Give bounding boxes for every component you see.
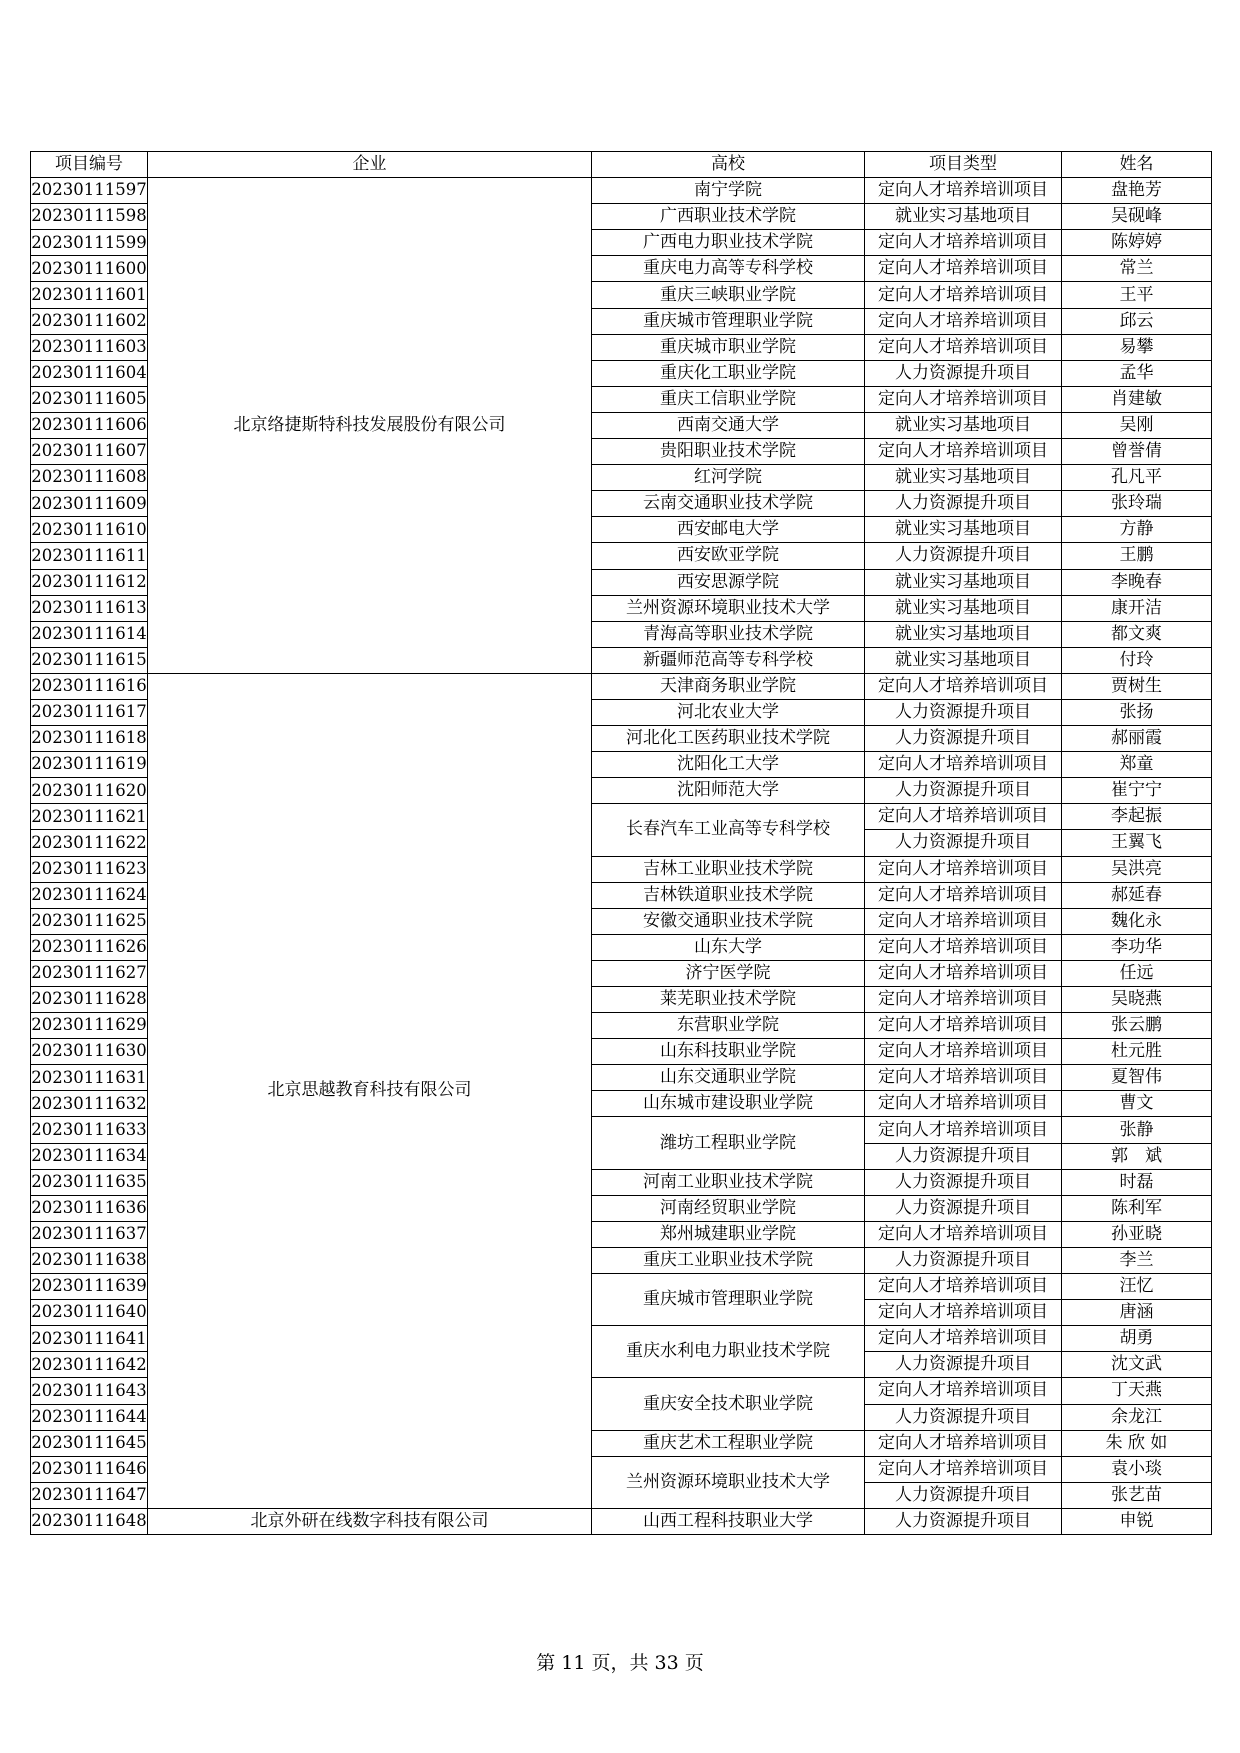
project-type-cell: 定向人才培养培训项目 bbox=[865, 752, 1062, 778]
project-type-cell: 人力资源提升项目 bbox=[865, 1482, 1062, 1508]
project-type-cell: 定向人才培养培训项目 bbox=[865, 1274, 1062, 1300]
project-type-cell: 定向人才培养培训项目 bbox=[865, 1300, 1062, 1326]
project-type-cell: 定向人才培养培训项目 bbox=[865, 1326, 1062, 1352]
school-cell: 贵阳职业技术学院 bbox=[592, 439, 865, 465]
person-name-cell: 吴洪亮 bbox=[1062, 856, 1212, 882]
project-id-cell: 20230111638 bbox=[31, 1247, 148, 1273]
project-type-cell: 就业实习基地项目 bbox=[865, 595, 1062, 621]
company-cell: 北京外研在线数字科技有限公司 bbox=[148, 1508, 592, 1534]
project-id-cell: 20230111602 bbox=[31, 308, 148, 334]
school-cell: 西安邮电大学 bbox=[592, 517, 865, 543]
project-type-cell: 就业实习基地项目 bbox=[865, 465, 1062, 491]
school-cell: 云南交通职业技术学院 bbox=[592, 491, 865, 517]
project-type-cell: 人力资源提升项目 bbox=[865, 1352, 1062, 1378]
project-type-cell: 人力资源提升项目 bbox=[865, 830, 1062, 856]
project-id-cell: 20230111633 bbox=[31, 1117, 148, 1143]
project-id-cell: 20230111623 bbox=[31, 856, 148, 882]
person-name-cell: 贾树生 bbox=[1062, 673, 1212, 699]
person-name-cell: 郭 斌 bbox=[1062, 1143, 1212, 1169]
person-name-cell: 李起振 bbox=[1062, 804, 1212, 830]
table-body bbox=[31, 178, 1212, 1535]
table-row bbox=[31, 673, 1212, 699]
school-cell: 重庆安全技术职业学院 bbox=[592, 1378, 865, 1430]
person-name-cell: 余龙江 bbox=[1062, 1404, 1212, 1430]
school-cell: 山东大学 bbox=[592, 934, 865, 960]
project-type-cell: 定向人才培养培训项目 bbox=[865, 386, 1062, 412]
project-type-cell: 定向人才培养培训项目 bbox=[865, 178, 1062, 204]
project-type-cell: 定向人才培养培训项目 bbox=[865, 1430, 1062, 1456]
project-id-cell: 20230111620 bbox=[31, 778, 148, 804]
school-cell: 兰州资源环境职业技术大学 bbox=[592, 595, 865, 621]
school-cell: 重庆电力高等专科学校 bbox=[592, 256, 865, 282]
project-id-cell: 20230111626 bbox=[31, 934, 148, 960]
person-name-cell: 夏智伟 bbox=[1062, 1065, 1212, 1091]
project-type-cell: 人力资源提升项目 bbox=[865, 491, 1062, 517]
project-id-cell: 20230111629 bbox=[31, 1013, 148, 1039]
person-name-cell: 唐涵 bbox=[1062, 1300, 1212, 1326]
project-type-cell: 定向人才培养培训项目 bbox=[865, 960, 1062, 986]
school-cell: 潍坊工程职业学院 bbox=[592, 1117, 865, 1169]
school-cell: 广西职业技术学院 bbox=[592, 204, 865, 230]
project-id-cell: 20230111603 bbox=[31, 334, 148, 360]
person-name-cell: 易攀 bbox=[1062, 334, 1212, 360]
school-cell: 沈阳师范大学 bbox=[592, 778, 865, 804]
person-name-cell: 汪忆 bbox=[1062, 1274, 1212, 1300]
person-name-cell: 李晚春 bbox=[1062, 569, 1212, 595]
project-id-cell: 20230111637 bbox=[31, 1221, 148, 1247]
project-id-cell: 20230111610 bbox=[31, 517, 148, 543]
project-id-cell: 20230111635 bbox=[31, 1169, 148, 1195]
project-id-cell: 20230111643 bbox=[31, 1378, 148, 1404]
person-name-cell: 张静 bbox=[1062, 1117, 1212, 1143]
project-type-cell: 就业实习基地项目 bbox=[865, 647, 1062, 673]
school-cell: 东营职业学院 bbox=[592, 1013, 865, 1039]
project-type-cell: 人力资源提升项目 bbox=[865, 1508, 1062, 1534]
school-cell: 西安思源学院 bbox=[592, 569, 865, 595]
project-id-cell: 20230111621 bbox=[31, 804, 148, 830]
person-name-cell: 张艺苗 bbox=[1062, 1482, 1212, 1508]
school-cell: 广西电力职业技术学院 bbox=[592, 230, 865, 256]
school-cell: 沈阳化工大学 bbox=[592, 752, 865, 778]
project-id-cell: 20230111616 bbox=[31, 673, 148, 699]
project-type-cell: 定向人才培养培训项目 bbox=[865, 1091, 1062, 1117]
page-number-footer: 第 11 页，共 33 页 bbox=[536, 1652, 704, 1674]
project-type-cell: 定向人才培养培训项目 bbox=[865, 856, 1062, 882]
project-id-cell: 20230111630 bbox=[31, 1039, 148, 1065]
project-type-cell: 人力资源提升项目 bbox=[865, 1143, 1062, 1169]
school-cell: 重庆城市管理职业学院 bbox=[592, 308, 865, 334]
project-type-cell: 定向人才培养培训项目 bbox=[865, 882, 1062, 908]
project-type-cell: 人力资源提升项目 bbox=[865, 1195, 1062, 1221]
person-name-cell: 崔宁宁 bbox=[1062, 778, 1212, 804]
school-cell: 河北农业大学 bbox=[592, 699, 865, 725]
project-id-cell: 20230111611 bbox=[31, 543, 148, 569]
school-cell: 天津商务职业学院 bbox=[592, 673, 865, 699]
project-type-cell: 定向人才培养培训项目 bbox=[865, 1039, 1062, 1065]
project-id-cell: 20230111604 bbox=[31, 360, 148, 386]
project-id-cell: 20230111640 bbox=[31, 1300, 148, 1326]
project-type-cell: 定向人才培养培训项目 bbox=[865, 908, 1062, 934]
header-project-type: 项目类型 bbox=[865, 152, 1062, 178]
header-school: 高校 bbox=[592, 152, 865, 178]
school-cell: 重庆工信职业学院 bbox=[592, 386, 865, 412]
person-name-cell: 李兰 bbox=[1062, 1247, 1212, 1273]
person-name-cell: 郝丽霞 bbox=[1062, 726, 1212, 752]
person-name-cell: 胡勇 bbox=[1062, 1326, 1212, 1352]
person-name-cell: 张云鹏 bbox=[1062, 1013, 1212, 1039]
school-cell: 南宁学院 bbox=[592, 178, 865, 204]
person-name-cell: 孙亚晓 bbox=[1062, 1221, 1212, 1247]
project-type-cell: 定向人才培养培训项目 bbox=[865, 439, 1062, 465]
project-id-cell: 20230111646 bbox=[31, 1456, 148, 1482]
project-id-cell: 20230111634 bbox=[31, 1143, 148, 1169]
school-cell: 安徽交通职业技术学院 bbox=[592, 908, 865, 934]
person-name-cell: 时磊 bbox=[1062, 1169, 1212, 1195]
project-id-cell: 20230111600 bbox=[31, 256, 148, 282]
project-type-cell: 定向人才培养培训项目 bbox=[865, 308, 1062, 334]
school-cell: 山东科技职业学院 bbox=[592, 1039, 865, 1065]
project-type-cell: 就业实习基地项目 bbox=[865, 621, 1062, 647]
school-cell: 济宁医学院 bbox=[592, 960, 865, 986]
person-name-cell: 王翼飞 bbox=[1062, 830, 1212, 856]
school-cell: 重庆艺术工程职业学院 bbox=[592, 1430, 865, 1456]
person-name-cell: 邱云 bbox=[1062, 308, 1212, 334]
school-cell: 重庆城市职业学院 bbox=[592, 334, 865, 360]
school-cell: 重庆城市管理职业学院 bbox=[592, 1274, 865, 1326]
project-type-cell: 定向人才培养培训项目 bbox=[865, 1065, 1062, 1091]
project-id-cell: 20230111598 bbox=[31, 204, 148, 230]
project-id-cell: 20230111617 bbox=[31, 699, 148, 725]
school-cell: 山东交通职业学院 bbox=[592, 1065, 865, 1091]
school-cell: 红河学院 bbox=[592, 465, 865, 491]
person-name-cell: 盘艳芳 bbox=[1062, 178, 1212, 204]
person-name-cell: 曹文 bbox=[1062, 1091, 1212, 1117]
project-type-cell: 就业实习基地项目 bbox=[865, 569, 1062, 595]
project-type-cell: 人力资源提升项目 bbox=[865, 1404, 1062, 1430]
person-name-cell: 张扬 bbox=[1062, 699, 1212, 725]
school-cell: 兰州资源环境职业技术大学 bbox=[592, 1456, 865, 1508]
project-id-cell: 20230111631 bbox=[31, 1065, 148, 1091]
project-type-cell: 定向人才培养培训项目 bbox=[865, 282, 1062, 308]
project-type-cell: 就业实习基地项目 bbox=[865, 204, 1062, 230]
project-type-cell: 人力资源提升项目 bbox=[865, 1247, 1062, 1273]
project-type-cell: 定向人才培养培训项目 bbox=[865, 804, 1062, 830]
header-name: 姓名 bbox=[1062, 152, 1212, 178]
person-name-cell: 袁小琰 bbox=[1062, 1456, 1212, 1482]
person-name-cell: 孟华 bbox=[1062, 360, 1212, 386]
header-project-id: 项目编号 bbox=[31, 152, 148, 178]
person-name-cell: 吴晓燕 bbox=[1062, 987, 1212, 1013]
table-row bbox=[31, 178, 1212, 204]
project-id-cell: 20230111647 bbox=[31, 1482, 148, 1508]
project-id-cell: 20230111648 bbox=[31, 1508, 148, 1534]
project-type-cell: 定向人才培养培训项目 bbox=[865, 673, 1062, 699]
person-name-cell: 孔凡平 bbox=[1062, 465, 1212, 491]
project-id-cell: 20230111622 bbox=[31, 830, 148, 856]
project-id-cell: 20230111624 bbox=[31, 882, 148, 908]
project-id-cell: 20230111605 bbox=[31, 386, 148, 412]
school-cell: 重庆工业职业技术学院 bbox=[592, 1247, 865, 1273]
project-type-cell: 定向人才培养培训项目 bbox=[865, 334, 1062, 360]
table-row bbox=[31, 1508, 1212, 1534]
school-cell: 西安欧亚学院 bbox=[592, 543, 865, 569]
person-name-cell: 付玲 bbox=[1062, 647, 1212, 673]
project-id-cell: 20230111609 bbox=[31, 491, 148, 517]
school-cell: 吉林铁道职业技术学院 bbox=[592, 882, 865, 908]
person-name-cell: 吴刚 bbox=[1062, 412, 1212, 438]
project-id-cell: 20230111636 bbox=[31, 1195, 148, 1221]
school-cell: 郑州城建职业学院 bbox=[592, 1221, 865, 1247]
project-type-cell: 定向人才培养培训项目 bbox=[865, 1221, 1062, 1247]
project-type-cell: 定向人才培养培训项目 bbox=[865, 1117, 1062, 1143]
project-id-cell: 20230111644 bbox=[31, 1404, 148, 1430]
header-company: 企业 bbox=[148, 152, 592, 178]
person-name-cell: 陈婷婷 bbox=[1062, 230, 1212, 256]
person-name-cell: 陈利军 bbox=[1062, 1195, 1212, 1221]
project-id-cell: 20230111614 bbox=[31, 621, 148, 647]
project-id-cell: 20230111639 bbox=[31, 1274, 148, 1300]
project-type-cell: 人力资源提升项目 bbox=[865, 1169, 1062, 1195]
person-name-cell: 张玲瑞 bbox=[1062, 491, 1212, 517]
project-id-cell: 20230111642 bbox=[31, 1352, 148, 1378]
project-type-cell: 定向人才培养培训项目 bbox=[865, 256, 1062, 282]
school-cell: 河北化工医药职业技术学院 bbox=[592, 726, 865, 752]
person-name-cell: 朱 欣 如 bbox=[1062, 1430, 1212, 1456]
person-name-cell: 李功华 bbox=[1062, 934, 1212, 960]
person-name-cell: 常兰 bbox=[1062, 256, 1212, 282]
project-table bbox=[30, 151, 1212, 1535]
school-cell: 河南工业职业技术学院 bbox=[592, 1169, 865, 1195]
school-cell: 山东城市建设职业学院 bbox=[592, 1091, 865, 1117]
school-cell: 吉林工业职业技术学院 bbox=[592, 856, 865, 882]
project-id-cell: 20230111601 bbox=[31, 282, 148, 308]
project-id-cell: 20230111612 bbox=[31, 569, 148, 595]
project-id-cell: 20230111613 bbox=[31, 595, 148, 621]
project-id-cell: 20230111597 bbox=[31, 178, 148, 204]
project-type-cell: 人力资源提升项目 bbox=[865, 699, 1062, 725]
school-cell: 长春汽车工业高等专科学校 bbox=[592, 804, 865, 856]
project-type-cell: 定向人才培养培训项目 bbox=[865, 1456, 1062, 1482]
person-name-cell: 郝延春 bbox=[1062, 882, 1212, 908]
project-type-cell: 定向人才培养培训项目 bbox=[865, 1378, 1062, 1404]
school-cell: 重庆三峡职业学院 bbox=[592, 282, 865, 308]
person-name-cell: 王鹏 bbox=[1062, 543, 1212, 569]
project-id-cell: 20230111606 bbox=[31, 412, 148, 438]
project-id-cell: 20230111599 bbox=[31, 230, 148, 256]
project-type-cell: 定向人才培养培训项目 bbox=[865, 934, 1062, 960]
school-cell: 新疆师范高等专科学校 bbox=[592, 647, 865, 673]
person-name-cell: 康开洁 bbox=[1062, 595, 1212, 621]
school-cell: 青海高等职业技术学院 bbox=[592, 621, 865, 647]
project-id-cell: 20230111641 bbox=[31, 1326, 148, 1352]
project-type-cell: 人力资源提升项目 bbox=[865, 778, 1062, 804]
project-type-cell: 就业实习基地项目 bbox=[865, 517, 1062, 543]
project-id-cell: 20230111619 bbox=[31, 752, 148, 778]
company-cell: 北京思越教育科技有限公司 bbox=[148, 673, 592, 1508]
table-header-row bbox=[31, 152, 1212, 178]
person-name-cell: 沈文武 bbox=[1062, 1352, 1212, 1378]
school-cell: 重庆水利电力职业技术学院 bbox=[592, 1326, 865, 1378]
person-name-cell: 肖建敏 bbox=[1062, 386, 1212, 412]
school-cell: 莱芜职业技术学院 bbox=[592, 987, 865, 1013]
company-cell: 北京络捷斯特科技发展股份有限公司 bbox=[148, 178, 592, 674]
project-id-cell: 20230111608 bbox=[31, 465, 148, 491]
school-cell: 山西工程科技职业大学 bbox=[592, 1508, 865, 1534]
person-name-cell: 郑童 bbox=[1062, 752, 1212, 778]
school-cell: 西南交通大学 bbox=[592, 412, 865, 438]
project-type-cell: 人力资源提升项目 bbox=[865, 543, 1062, 569]
person-name-cell: 吴砚峰 bbox=[1062, 204, 1212, 230]
person-name-cell: 都文爽 bbox=[1062, 621, 1212, 647]
project-id-cell: 20230111615 bbox=[31, 647, 148, 673]
project-type-cell: 人力资源提升项目 bbox=[865, 360, 1062, 386]
project-type-cell: 定向人才培养培训项目 bbox=[865, 1013, 1062, 1039]
person-name-cell: 任远 bbox=[1062, 960, 1212, 986]
person-name-cell: 方静 bbox=[1062, 517, 1212, 543]
project-id-cell: 20230111645 bbox=[31, 1430, 148, 1456]
person-name-cell: 申锐 bbox=[1062, 1508, 1212, 1534]
person-name-cell: 丁天燕 bbox=[1062, 1378, 1212, 1404]
project-id-cell: 20230111625 bbox=[31, 908, 148, 934]
project-id-cell: 20230111607 bbox=[31, 439, 148, 465]
project-id-cell: 20230111632 bbox=[31, 1091, 148, 1117]
person-name-cell: 魏化永 bbox=[1062, 908, 1212, 934]
project-type-cell: 定向人才培养培训项目 bbox=[865, 987, 1062, 1013]
school-cell: 重庆化工职业学院 bbox=[592, 360, 865, 386]
project-id-cell: 20230111627 bbox=[31, 960, 148, 986]
person-name-cell: 杜元胜 bbox=[1062, 1039, 1212, 1065]
project-type-cell: 就业实习基地项目 bbox=[865, 412, 1062, 438]
project-type-cell: 人力资源提升项目 bbox=[865, 726, 1062, 752]
school-cell: 河南经贸职业学院 bbox=[592, 1195, 865, 1221]
person-name-cell: 王平 bbox=[1062, 282, 1212, 308]
project-id-cell: 20230111628 bbox=[31, 987, 148, 1013]
project-type-cell: 定向人才培养培训项目 bbox=[865, 230, 1062, 256]
person-name-cell: 曾誉倩 bbox=[1062, 439, 1212, 465]
project-id-cell: 20230111618 bbox=[31, 726, 148, 752]
